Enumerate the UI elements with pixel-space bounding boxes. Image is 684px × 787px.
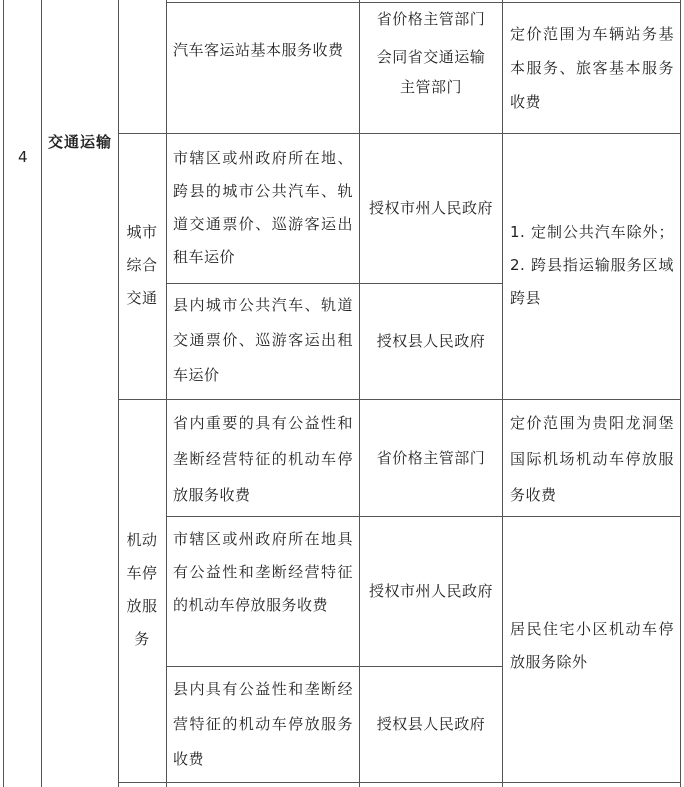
category-name: 交通运输 (48, 133, 113, 151)
authority-text: 授权市州人民政府 (368, 582, 493, 600)
project-cell: 市辖区或州政府所在地具有公益性和垄断经营特征的机动车停放服务收费 (173, 530, 353, 614)
project-cell: 县内具有公益性和垄断经营特征的机动车停放服务收费 (173, 680, 353, 768)
project-cell: 汽车客运站基本服务收费 (173, 41, 344, 59)
remarks-cell: 1. 定制公共汽车除外；2. 跨县指运输服务区域跨县 (510, 223, 674, 307)
project-cell: 县内城市公共汽车、轨道交通票价、巡游客运出租车运价 (173, 296, 353, 384)
column-divider (359, 0, 360, 787)
column-divider (118, 0, 119, 787)
authority-text: 授权县人民政府 (376, 715, 486, 733)
subcategory-name: 城市综合交通 (126, 223, 158, 307)
authority-text: 授权市州人民政府 (368, 199, 493, 217)
authority-text: 授权县人民政府 (376, 332, 486, 350)
remarks-cell: 定价范围为贵阳龙洞堡国际机场机动车停放服务收费 (510, 414, 674, 504)
project-cell: 省内重要的具有公益性和垄断经营特征的机动车停放服务收费 (173, 414, 353, 504)
table-border-right (680, 0, 681, 787)
authority-line: 省价格主管部门 (376, 10, 486, 28)
subcategory-name: 机动车停放服务 (126, 531, 158, 648)
authority-cell (366, 400, 496, 516)
authority-cell (366, 517, 496, 666)
column-divider (166, 0, 167, 787)
row-divider (166, 2, 681, 3)
authority-cell (366, 284, 496, 399)
remarks-cell: 定价范围为车辆站务基本服务、旅客基本服务收费 (510, 25, 674, 111)
authority-cell (366, 8, 496, 98)
authority-cell (366, 134, 496, 283)
authority-cell (366, 667, 496, 782)
project-cell: 市辖区或州政府所在地、跨县的城市公共汽车、轨道交通票价、巡游客运出租车运价 (173, 149, 353, 266)
authority-line: 会同省交通运输 (376, 48, 486, 66)
table-border-left (3, 0, 4, 787)
row-divider (118, 782, 681, 783)
category-number: 4 (17, 148, 29, 166)
column-divider (41, 0, 42, 787)
authority-text: 省价格主管部门 (376, 448, 486, 467)
remarks-cell: 居民住宅小区机动车停放服务除外 (510, 620, 674, 671)
column-divider (502, 0, 503, 787)
authority-line: 主管部门 (399, 78, 462, 96)
